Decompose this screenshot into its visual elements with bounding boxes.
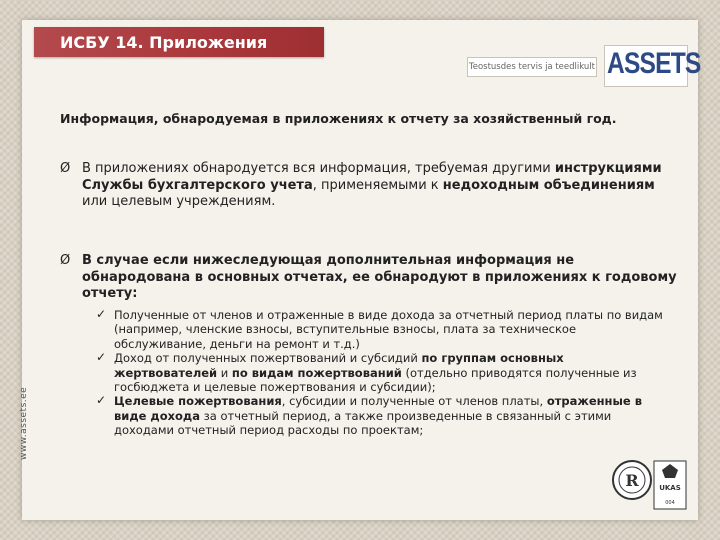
bullet-1-part3: или целевым учреждениям. <box>82 194 276 209</box>
seal-1-letter: R <box>625 471 639 490</box>
check-item-2-part3: (отдельно приводятся полученные из госбюджета и целевые пожертвования и субсидии); <box>114 365 637 395</box>
arrow-bullet-icon: Ø <box>60 253 71 268</box>
assets-logo <box>604 45 701 87</box>
check-item-3-part1: , субсидии и полученные от членов платы, <box>281 394 547 409</box>
bullet-2-text: В случае если нижеследующая дополнительная информация не обнародована в основных отчетах, ее обнародуют в приложениях к годовому отчету: <box>82 253 677 301</box>
certification-seal-icon <box>610 455 654 505</box>
checkmark-icon: ✓ <box>96 350 107 365</box>
check-item-3 <box>96 394 670 437</box>
ukas-seal-icon <box>653 460 687 510</box>
check-item-2-part2: и <box>217 365 232 380</box>
arrow-bullet-icon: Ø <box>60 161 71 176</box>
check-item-3-part2: за отчетный период, а также произведенные в связанный с этими доходами отчетный период расходы по проектам; <box>114 408 612 438</box>
bullet-1-part2: , применяемыми к <box>312 177 443 193</box>
seal-2-text: UKAS <box>659 484 681 492</box>
check-item-2-bold2: по видам пожертвований <box>231 365 402 380</box>
bullet-1-bold1: инструкциями Службы бухгалтерского учета <box>82 161 662 193</box>
bullet-1-bold2: недоходным объединениям <box>442 177 655 193</box>
check-item-1-text: Полученные от членов и отраженные в виде дохода за отчетный период платы по видам (например, членские взносы, вступительные взносы, плата за техническое обслуживание, деньги на ремонт и т.д.) <box>114 308 663 351</box>
logo-text: ASSETS <box>607 47 701 80</box>
bullet-1 <box>60 161 680 211</box>
check-item-1 <box>96 308 670 351</box>
check-item-3-bold2: отраженные в виде дохода <box>114 394 642 423</box>
check-item-2-bold1: по группам основных жертвователей <box>114 351 564 380</box>
website-url: www.assets.ee <box>19 386 29 460</box>
check-item-3-bold1: Целевые пожертвования <box>114 394 282 409</box>
bullet-1-text <box>82 161 680 211</box>
bullet-1-part1: В приложениях обнародуется вся информация, требуемая другими <box>82 161 555 176</box>
seal-2-number: 004 <box>665 500 675 506</box>
slide-title: ИСБУ 14. Приложения <box>60 33 268 52</box>
check-list <box>96 308 670 438</box>
checkmark-icon: ✓ <box>96 393 107 408</box>
checkmark-icon: ✓ <box>96 307 107 321</box>
section-heading: Информация, обнародуемая в приложениях к отчету за хозяйственный год. <box>60 111 617 126</box>
title-bar <box>34 27 324 57</box>
bullet-2 <box>60 253 680 303</box>
check-item-2-part1: Доход от полученных пожертвований и субсидий <box>114 351 422 366</box>
check-item-2 <box>96 351 670 394</box>
company-slogan: Teostusdes tervis ja teedlikult <box>467 57 597 77</box>
